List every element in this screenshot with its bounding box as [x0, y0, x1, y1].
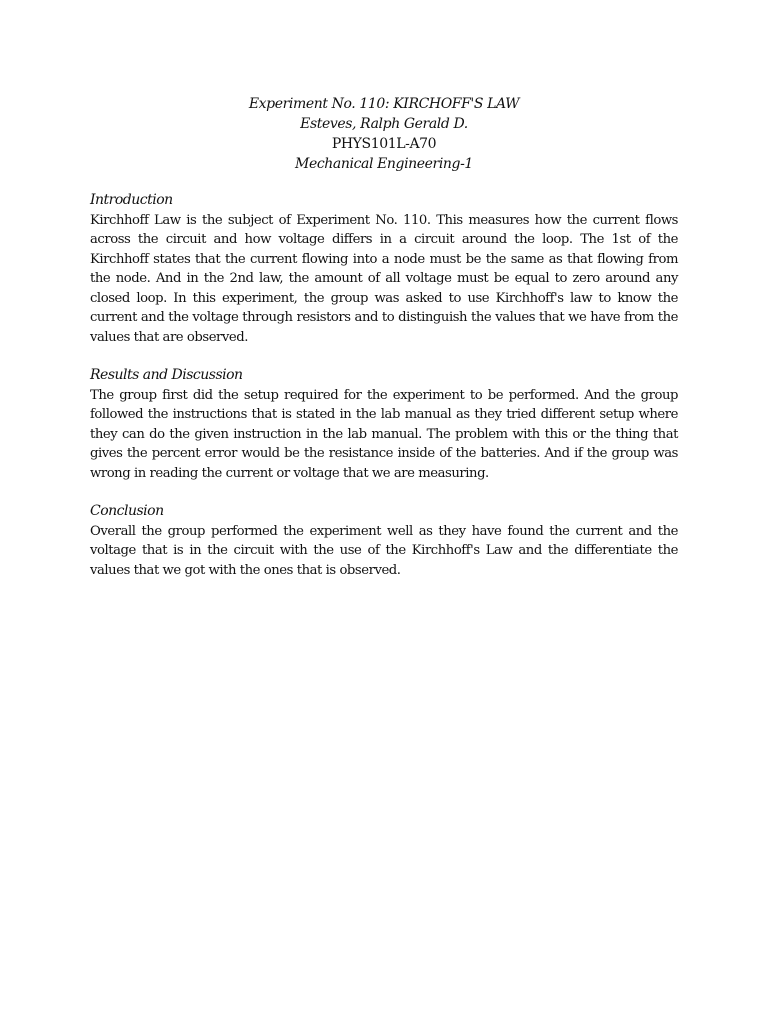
document-header — [90, 94, 678, 174]
document-title: Experiment No. 110: KIRCHOFF'S LAW — [248, 96, 520, 112]
introduction-body: Kirchhoff Law is the subject of Experiment No. 110. This measures how the current flows across the circuit and how voltage differs in a circuit around the loop. The 1st of the Kirchhoff states that the current flowing into a node must be the same as that flowing from the node. And in the 2nd law, the amount of all voltage must be equal to zero around any closed loop. In this experiment, the group was asked to use Kirchhoff's law to know the current and the voltage through resistors and to distinguish the values that we have from the values that are observed. — [90, 212, 678, 345]
conclusion-section — [90, 502, 678, 580]
author-name: Esteves, Ralph Gerald D. — [300, 116, 468, 132]
program-name: Mechanical Engineering-1 — [295, 156, 473, 172]
introduction-heading: Introduction — [90, 192, 173, 208]
conclusion-heading: Conclusion — [90, 503, 164, 519]
course-code: PHYS101L-A70 — [331, 136, 437, 152]
conclusion-body: Overall the group performed the experiment well as they have found the current and the voltage that is in the circuit with the use of the Kirchhoff's Law and the differentiate the values that we got with the ones that is observed. — [90, 523, 678, 578]
results-body: The group first did the setup required for the experiment to be performed. And the group followed the instructions that is stated in the lab manual as they tried different setup where they can do the given instruction in the lab manual. The problem with this or the thing that gives the percent error would be the resistance inside of the batteries. And if the group was wrong in reading the current or voltage that we are measuring. — [90, 387, 678, 481]
results-heading: Results and Discussion — [90, 367, 243, 383]
introduction-section — [90, 191, 678, 347]
results-section — [90, 366, 678, 483]
